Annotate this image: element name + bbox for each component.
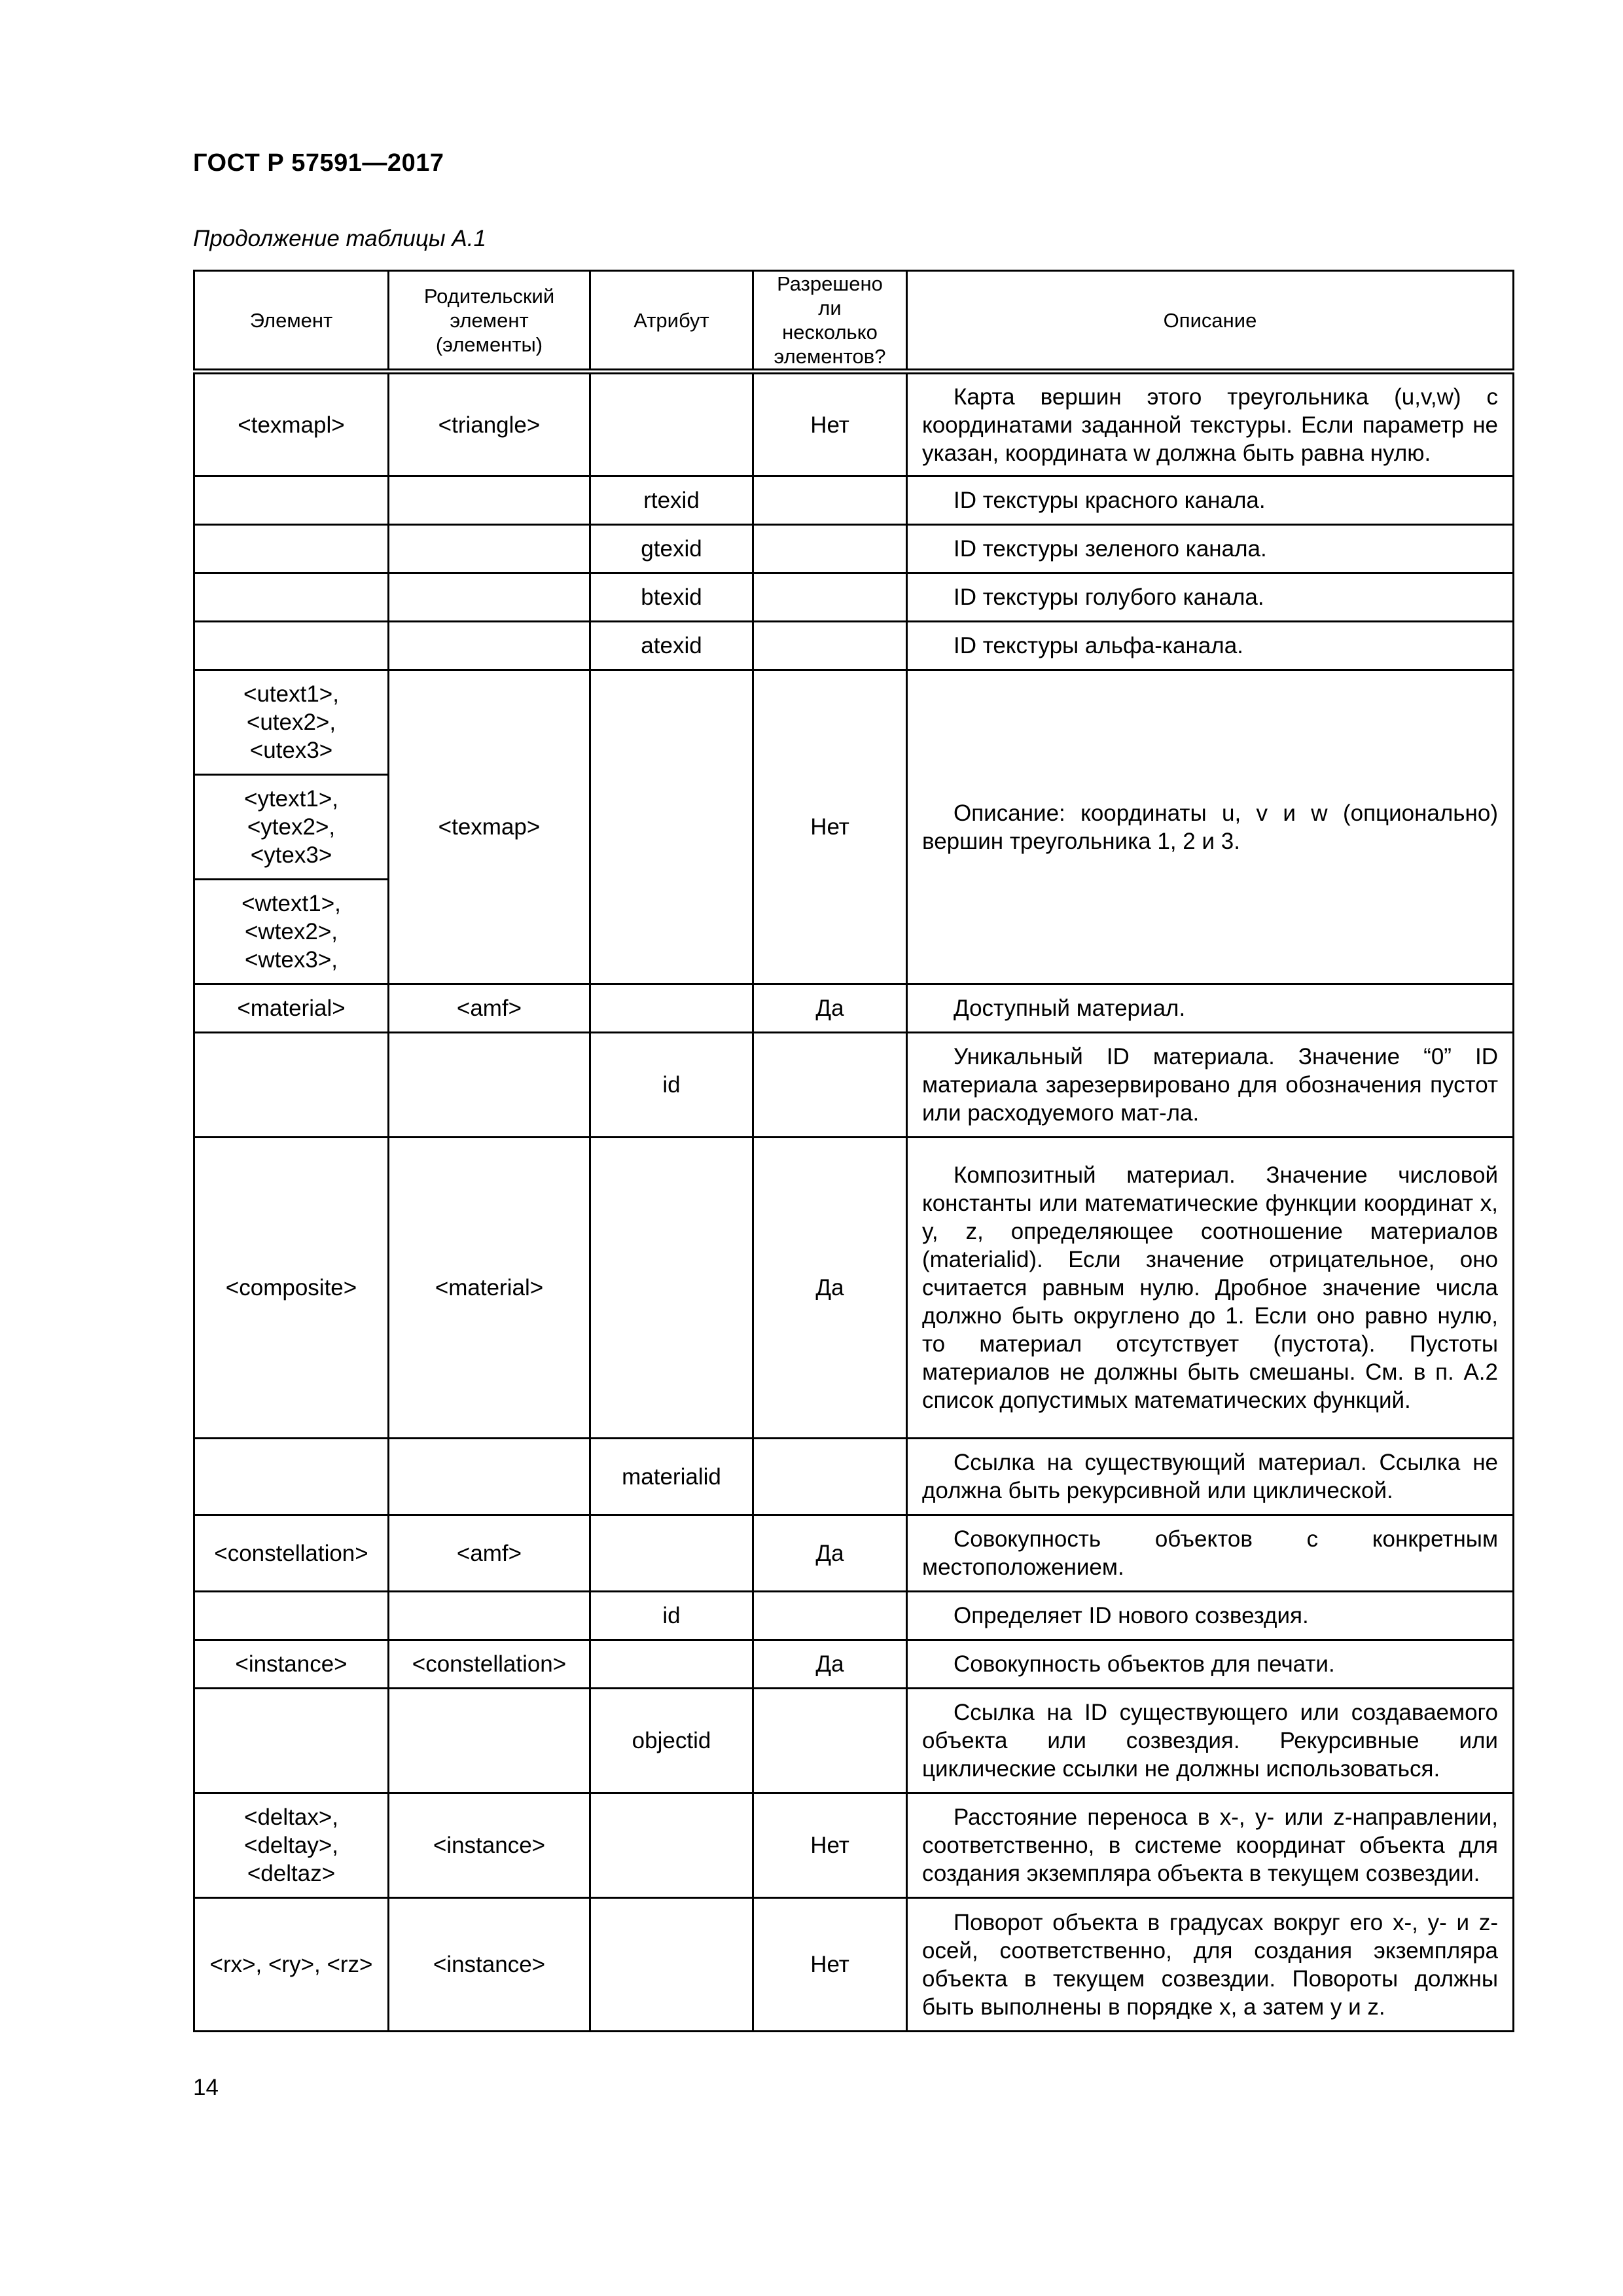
cell-multiple <box>753 622 907 670</box>
column-header-parent: Родительский элемент (элементы) <box>389 271 590 372</box>
cell-description: Описание: координаты u, v и w (опционально) вершин треугольника 1, 2 и 3. <box>907 670 1514 984</box>
table-row <box>194 1033 1514 1138</box>
cell-description: Уникальный ID материала. Значение “0” ID материала зарезервировано для обозначения пустот или расходуемого мат-ла. <box>907 1033 1514 1138</box>
table-row <box>194 573 1514 622</box>
cell-description: Определяет ID нового созвездия. <box>907 1592 1514 1640</box>
cell-multiple: Да <box>753 1138 907 1439</box>
cell-description: Ссылка на существующий материал. Ссылка не должна быть рекурсивной или циклической. <box>907 1439 1514 1515</box>
cell-parent <box>389 573 590 622</box>
cell-attribute: gtexid <box>590 525 753 573</box>
cell-attribute <box>590 1138 753 1439</box>
cell-multiple: Нет <box>753 1898 907 2032</box>
table-row <box>194 1793 1514 1898</box>
cell-parent: <amf> <box>389 984 590 1033</box>
cell-description: Совокупность объектов с конкретным местоположением. <box>907 1515 1514 1592</box>
column-header-description: Описание <box>907 271 1514 372</box>
cell-description: Доступный материал. <box>907 984 1514 1033</box>
cell-description: ID текстуры альфа-канала. <box>907 622 1514 670</box>
cell-element <box>194 476 389 525</box>
cell-attribute: btexid <box>590 573 753 622</box>
table-row <box>194 984 1514 1033</box>
cell-element <box>194 1033 389 1138</box>
cell-attribute <box>590 1898 753 2032</box>
cell-parent <box>389 525 590 573</box>
spec-table <box>193 270 1514 2032</box>
cell-multiple: Да <box>753 1515 907 1592</box>
table-row <box>194 670 1514 775</box>
cell-description: ID текстуры зеленого канала. <box>907 525 1514 573</box>
table-row <box>194 372 1514 476</box>
cell-attribute: rtexid <box>590 476 753 525</box>
cell-element: <wtext1>, <wtex2>, <wtex3>, <box>194 880 389 984</box>
cell-attribute: objectid <box>590 1689 753 1793</box>
page-number: 14 <box>193 2075 219 2100</box>
cell-parent <box>389 622 590 670</box>
cell-attribute <box>590 984 753 1033</box>
table-row <box>194 1439 1514 1515</box>
cell-description: Ссылка на ID существующего или создаваемого объекта или созвездия. Рекурсивные или циклические ссылки не должны использоваться. <box>907 1689 1514 1793</box>
cell-multiple: Нет <box>753 1793 907 1898</box>
cell-element <box>194 1689 389 1793</box>
cell-attribute: id <box>590 1033 753 1138</box>
cell-multiple: Нет <box>753 372 907 476</box>
table-row <box>194 1898 1514 2032</box>
table-row <box>194 1640 1514 1689</box>
column-header-attribute: Атрибут <box>590 271 753 372</box>
cell-multiple <box>753 525 907 573</box>
table-header-row <box>194 271 1514 372</box>
cell-multiple <box>753 1033 907 1138</box>
cell-multiple: Нет <box>753 670 907 984</box>
table-row <box>194 525 1514 573</box>
table-row <box>194 1592 1514 1640</box>
table-row <box>194 1138 1514 1439</box>
cell-parent: <amf> <box>389 1515 590 1592</box>
cell-element: <constellation> <box>194 1515 389 1592</box>
table-row <box>194 476 1514 525</box>
cell-description: Поворот объекта в градусах вокруг его x-, y- и z-осей, соответственно, для создания экземпляра объекта в текущем созвездии. Повороты должны быть выполнены в порядке x, а затем y и z. <box>907 1898 1514 2032</box>
cell-parent <box>389 476 590 525</box>
cell-parent: <triangle> <box>389 372 590 476</box>
cell-description: ID текстуры красного канала. <box>907 476 1514 525</box>
cell-multiple <box>753 573 907 622</box>
column-header-element: Элемент <box>194 271 389 372</box>
cell-description: Совокупность объектов для печати. <box>907 1640 1514 1689</box>
cell-parent: <constellation> <box>389 1640 590 1689</box>
table-caption: Продолжение таблицы А.1 <box>193 226 486 251</box>
cell-attribute <box>590 670 753 984</box>
table-row <box>194 1689 1514 1793</box>
cell-attribute: id <box>590 1592 753 1640</box>
table-row <box>194 1515 1514 1592</box>
cell-attribute: atexid <box>590 622 753 670</box>
cell-multiple: Да <box>753 1640 907 1689</box>
cell-element <box>194 1592 389 1640</box>
cell-parent: <material> <box>389 1138 590 1439</box>
cell-element: <material> <box>194 984 389 1033</box>
cell-parent: <texmap> <box>389 670 590 984</box>
cell-parent: <instance> <box>389 1793 590 1898</box>
cell-element <box>194 1439 389 1515</box>
cell-multiple: Да <box>753 984 907 1033</box>
cell-description: Композитный материал. Значение числовой константы или математические функции координат x, y, z, определяющее соотношение материалов (materialid). Если значение отрицательное, оно считается равным нулю. Дробное значение числа должно быть округлено до 1. Если оно равно нулю, то материал отсутствует (пустота). Пустоты материалов не должны быть смешаны. См. в п. А.2 список допустимых математических функций. <box>907 1138 1514 1439</box>
cell-element: <instance> <box>194 1640 389 1689</box>
cell-attribute <box>590 1793 753 1898</box>
cell-multiple <box>753 1689 907 1793</box>
cell-parent <box>389 1033 590 1138</box>
cell-multiple <box>753 1592 907 1640</box>
cell-attribute <box>590 1640 753 1689</box>
cell-multiple <box>753 1439 907 1515</box>
cell-element: <utext1>, <utex2>, <utex3> <box>194 670 389 775</box>
cell-parent <box>389 1689 590 1793</box>
cell-element <box>194 573 389 622</box>
column-header-multiple: Разрешено ли несколько элементов? <box>753 271 907 372</box>
cell-parent <box>389 1439 590 1515</box>
cell-element: <rx>, <ry>, <rz> <box>194 1898 389 2032</box>
document-title: ГОСТ Р 57591—2017 <box>193 149 444 177</box>
cell-element <box>194 525 389 573</box>
cell-description: Карта вершин этого треугольника (u,v,w) с координатами заданной текстуры. Если параметр не указан, координата w должна быть равна нулю. <box>907 372 1514 476</box>
cell-description: ID текстуры голубого канала. <box>907 573 1514 622</box>
cell-attribute <box>590 1515 753 1592</box>
cell-description: Расстояние переноса в x-, y- или z-направлении, соответственно, в системе координат объекта для создания экземпляра объекта в текущем созвездии. <box>907 1793 1514 1898</box>
cell-element: <composite> <box>194 1138 389 1439</box>
cell-element <box>194 622 389 670</box>
cell-element: <deltax>, <deltay>, <deltaz> <box>194 1793 389 1898</box>
cell-attribute: materialid <box>590 1439 753 1515</box>
cell-parent <box>389 1592 590 1640</box>
cell-element: <texmapl> <box>194 372 389 476</box>
cell-multiple <box>753 476 907 525</box>
cell-parent: <instance> <box>389 1898 590 2032</box>
cell-element: <ytext1>, <ytex2>, <ytex3> <box>194 775 389 880</box>
table-row <box>194 622 1514 670</box>
cell-attribute <box>590 372 753 476</box>
